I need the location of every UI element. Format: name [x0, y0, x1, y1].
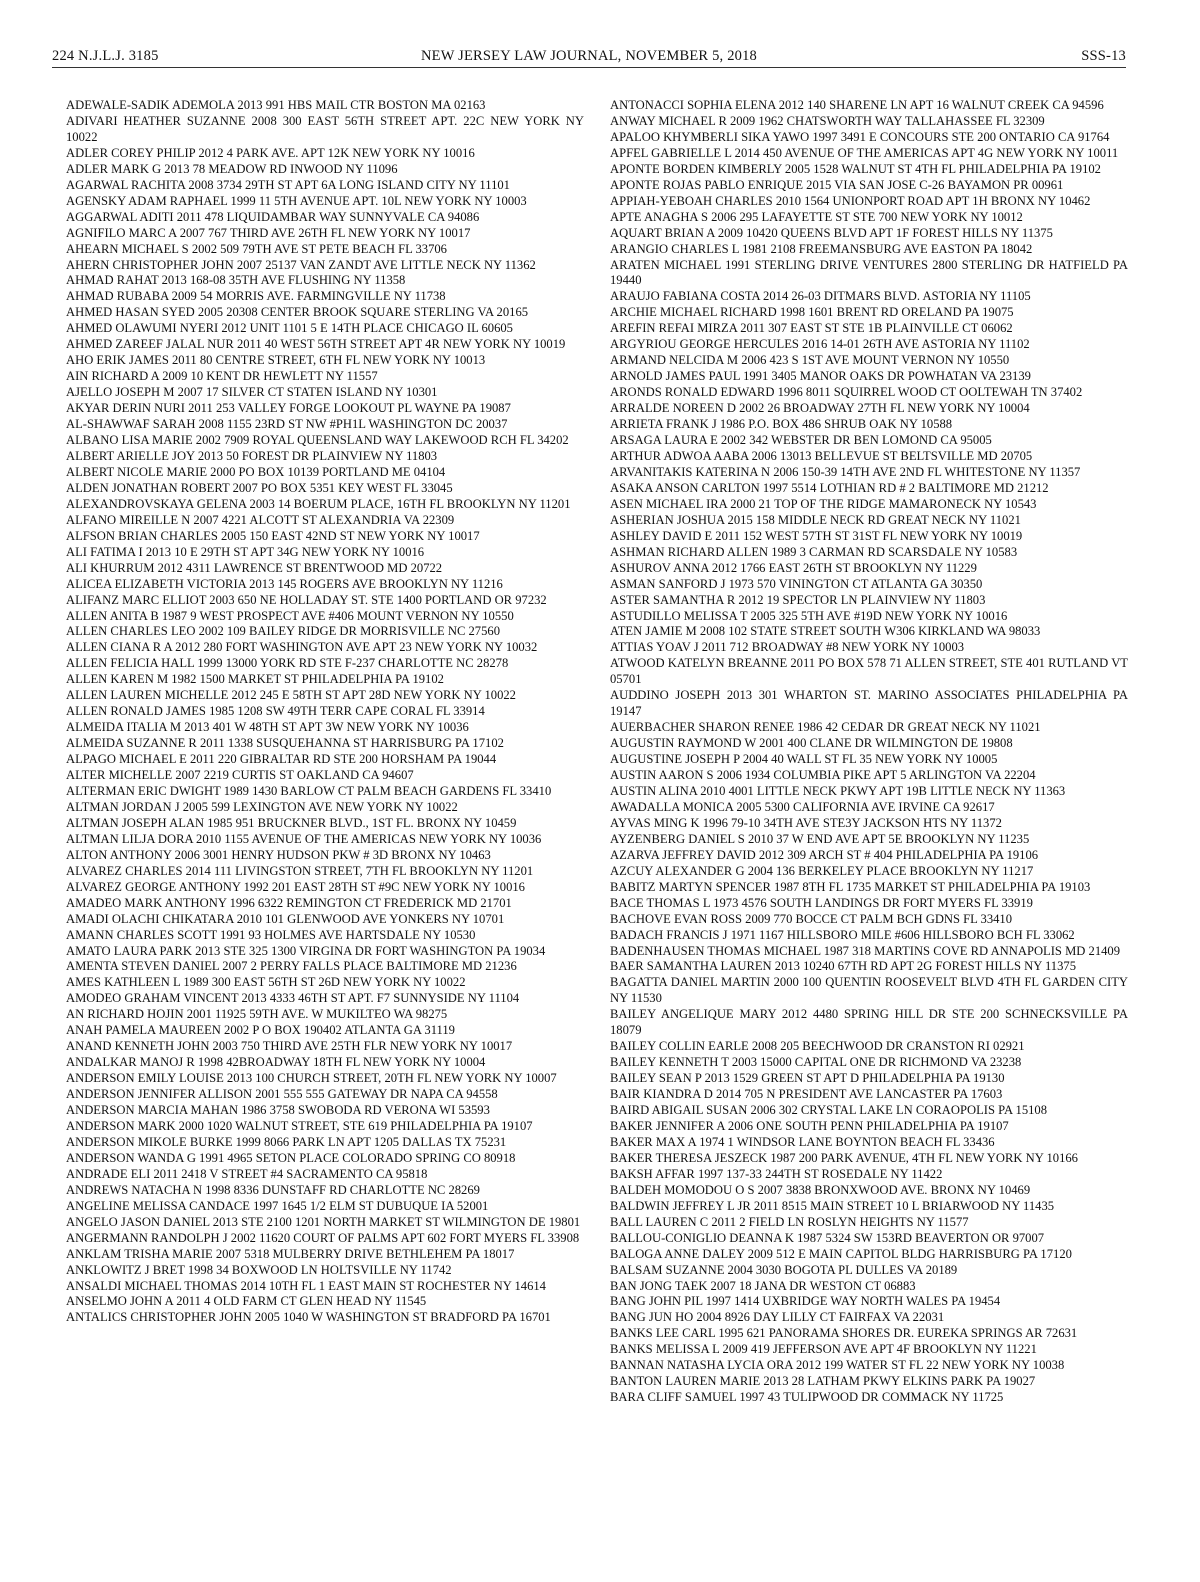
attorney-listing-entry: AMADI OLACHI CHIKATARA 2010 101 GLENWOOD AVE YONKERS NY 10701: [66, 911, 505, 926]
attorney-listing-entry: AL-SHAWWAF SARAH 2008 1155 23RD ST NW #PH1L WASHINGTON DC 20037: [66, 417, 508, 432]
attorney-listing-entry: BAKER THERESA JESZECK 1987 200 PARK AVENUE, 4TH FL NEW YORK NY 10166: [610, 1150, 1078, 1165]
attorney-listing-entry: BACE THOMAS L 1973 4576 SOUTH LANDINGS DR FORT MYERS FL 33919: [610, 895, 1033, 910]
attorney-listing-entry: BAGATTA DANIEL MARTIN 2000 100 QUENTIN ROOSEVELT BLVD 4TH FL GARDEN CITY NY 11530: [610, 975, 1128, 1006]
attorney-listing-entry: ARMAND NELCIDA M 2006 423 S 1ST AVE MOUNT VERNON NY 10550: [610, 353, 1010, 368]
attorney-listing-entry: APTE ANAGHA S 2006 295 LAFAYETTE ST STE 700 NEW YORK NY 10012: [610, 209, 1023, 224]
attorney-listing-entry: ALTON ANTHONY 2006 3001 HENRY HUDSON PKW # 3D BRONX NY 10463: [66, 847, 491, 862]
attorney-listing-entry: AIN RICHARD A 2009 10 KENT DR HEWLETT NY 11557: [66, 369, 378, 384]
attorney-listing-entry: AMATO LAURA PARK 2013 STE 325 1300 VIRGINA DR FORT WASHINGTON PA 19034: [66, 943, 546, 958]
attorney-listing-entry: ASAKA ANSON CARLTON 1997 5514 LOTHIAN RD # 2 BALTIMORE MD 21212: [610, 480, 1049, 495]
attorney-listing-entry: AHMED HASAN SYED 2005 20308 CENTER BROOK SQUARE STERLING VA 20165: [66, 305, 529, 320]
attorney-listing-entry: ALVAREZ GEORGE ANTHONY 1992 201 EAST 28TH ST #9C NEW YORK NY 10016: [66, 879, 525, 894]
attorney-listing-entry: BAILEY ANGELIQUE MARY 2012 4480 SPRING HILL DR STE 200 SCHNECKSVILLE PA 18079: [610, 1007, 1128, 1038]
attorney-listing-entry: AUGUSTINE JOSEPH P 2004 40 WALL ST FL 35 NEW YORK NY 10005: [610, 752, 998, 767]
attorney-listing-entry: AMENTA STEVEN DANIEL 2007 2 PERRY FALLS PLACE BALTIMORE MD 21236: [66, 959, 517, 974]
attorney-listing-entry: ANDERSON WANDA G 1991 4965 SETON PLACE COLORADO SPRING CO 80918: [66, 1150, 516, 1165]
attorney-listing-entry: ALPAGO MICHAEL E 2011 220 GIBRALTAR RD STE 200 HORSHAM PA 19044: [66, 752, 497, 767]
attorney-listing-entry: AGARWAL RACHITA 2008 3734 29TH ST APT 6A LONG ISLAND CITY NY 11101: [66, 177, 510, 192]
attorney-listing-entry: AGENSKY ADAM RAPHAEL 1999 11 5TH AVENUE APT. 10L NEW YORK NY 10003: [66, 193, 527, 208]
attorney-listing-entry: AHMED ZAREEF JALAL NUR 2011 40 WEST 56TH STREET APT 4R NEW YORK NY 10019: [66, 337, 566, 352]
attorney-listing-entry: BAILEY COLLIN EARLE 2008 205 BEECHWOOD DR CRANSTON RI 02921: [610, 1039, 1025, 1054]
attorney-listing-entry: AUERBACHER SHARON RENEE 1986 42 CEDAR DR GREAT NECK NY 11021: [610, 720, 1041, 735]
attorney-listing-entry: AHMAD RUBABA 2009 54 MORRIS AVE. FARMINGVILLE NY 11738: [66, 289, 446, 304]
attorney-listing-entry: ANDERSON JENNIFER ALLISON 2001 555 555 GATEWAY DR NAPA CA 94558: [66, 1087, 498, 1102]
attorney-listing-entry: ALLEN CIANA R A 2012 280 FORT WASHINGTON AVE APT 23 NEW YORK NY 10032: [66, 640, 538, 655]
attorney-listing-entry: ARRIETA FRANK J 1986 P.O. BOX 486 SHRUB OAK NY 10588: [610, 417, 953, 432]
attorney-listing-entry: ALTMAN JOSEPH ALAN 1985 951 BRUCKNER BLVD., 1ST FL. BRONX NY 10459: [66, 815, 517, 830]
attorney-listing-entry: BAKER JENNIFER A 2006 ONE SOUTH PENN PHILADELPHIA PA 19107: [610, 1119, 1009, 1133]
attorney-listing-entry: AUSTIN ALINA 2010 4001 LITTLE NECK PKWY APT 19B LITTLE NECK NY 11363: [610, 783, 1066, 798]
attorney-listing-entry: ANSELMO JOHN A 2011 4 OLD FARM CT GLEN HEAD NY 11545: [66, 1294, 427, 1309]
attorney-listing-entry: ASHMAN RICHARD ALLEN 1989 3 CARMAN RD SCARSDALE NY 10583: [610, 544, 1018, 559]
attorney-listing-entry: ALLEN FELICIA HALL 1999 13000 YORK RD STE F-237 CHARLOTTE NC 28278: [66, 656, 509, 671]
attorney-listing-entry: ADEWALE-SADIK ADEMOLA 2013 991 HBS MAIL CTR BOSTON MA 02163: [66, 98, 486, 112]
header-page-number: SSS-13: [1081, 48, 1126, 64]
attorney-listing-entry: APONTE ROJAS PABLO ENRIQUE 2015 VIA SAN JOSE C-26 BAYAMON PR 00961: [610, 177, 1064, 192]
attorney-listing-entry: BANKS LEE CARL 1995 621 PANORAMA SHORES DR. EUREKA SPRINGS AR 72631: [610, 1326, 1078, 1341]
attorney-listing-entry: BANG JOHN PIL 1997 1414 UXBRIDGE WAY NORTH WALES PA 19454: [610, 1294, 1001, 1309]
attorney-listing-entry: ATWOOD KATELYN BREANNE 2011 PO BOX 578 71 ALLEN STREET, STE 401 RUTLAND VT 05701: [610, 656, 1128, 687]
attorney-listing-entry: BARA CLIFF SAMUEL 1997 43 TULIPWOOD DR COMMACK NY 11725: [610, 1390, 1004, 1405]
attorney-listing-entry: BALOGA ANNE DALEY 2009 512 E MAIN CAPITOL BLDG HARRISBURG PA 17120: [610, 1246, 1072, 1261]
attorney-listing-entry: ALDEN JONATHAN ROBERT 2007 PO BOX 5351 KEY WEST FL 33045: [66, 480, 453, 495]
attorney-listing-entry: ALTMAN LILJA DORA 2010 1155 AVENUE OF THE AMERICAS NEW YORK NY 10036: [66, 831, 542, 846]
attorney-listing-entry: ALBANO LISA MARIE 2002 7909 ROYAL QUEENSLAND WAY LAKEWOOD RCH FL 34202: [66, 433, 569, 448]
attorney-listing-entry: ATTIAS YOAV J 2011 712 BROADWAY #8 NEW YORK NY 10003: [610, 640, 965, 655]
attorney-listing-entry: APALOO KHYMBERLI SIKA YAWO 1997 3491 E CONCOURS STE 200 ONTARIO CA 91764: [610, 129, 1110, 144]
attorney-listing-entry: AGGARWAL ADITI 2011 478 LIQUIDAMBAR WAY SUNNYVALE CA 94086: [66, 209, 480, 224]
attorney-listing-entry: ALI FATIMA I 2013 10 E 29TH ST APT 34G NEW YORK NY 10016: [66, 544, 425, 559]
attorney-listing-entry: ALFSON BRIAN CHARLES 2005 150 EAST 42ND ST NEW YORK NY 10017: [66, 528, 480, 543]
attorney-listing-entry: ARGYRIOU GEORGE HERCULES 2016 14-01 26TH AVE ASTORIA NY 11102: [610, 337, 1030, 352]
attorney-listing-entry: ALEXANDROVSKAYA GELENA 2003 14 BOERUM PLACE, 16TH FL BROOKLYN NY 11201: [66, 496, 571, 511]
attorney-listing-entry: BAILEY SEAN P 2013 1529 GREEN ST APT D PHILADELPHIA PA 19130: [610, 1071, 1005, 1086]
attorney-listing-entry: BALLOU-CONIGLIO DEANNA K 1987 5324 SW 153RD BEAVERTON OR 97007: [610, 1230, 1045, 1245]
attorney-listing-entry: ATEN JAMIE M 2008 102 STATE STREET SOUTH W306 KIRKLAND WA 98033: [610, 624, 1041, 639]
attorney-listing-entry: ANGELINE MELISSA CANDACE 1997 1645 1/2 ELM ST DUBUQUE IA 52001: [66, 1198, 489, 1213]
attorney-listing-entry: AHMED OLAWUMI NYERI 2012 UNIT 1101 5 E 14TH PLACE CHICAGO IL 60605: [66, 321, 513, 336]
attorney-listing-entry: BACHOVE EVAN ROSS 2009 770 BOCCE CT PALM BCH GDNS FL 33410: [610, 911, 1013, 926]
page: [52, 44, 1128, 1405]
attorney-listing-entry: BAKER MAX A 1974 1 WINDSOR LANE BOYNTON BEACH FL 33436: [610, 1134, 995, 1149]
attorney-listing-entry: AWADALLA MONICA 2005 5300 CALIFORNIA AVE IRVINE CA 92617: [610, 799, 995, 814]
attorney-listing-entry: ALICEA ELIZABETH VICTORIA 2013 145 ROGERS AVE BROOKLYN NY 11216: [66, 576, 503, 591]
attorney-listing-entry: ALTER MICHELLE 2007 2219 CURTIS ST OAKLAND CA 94607: [66, 768, 414, 783]
attorney-listing-entry: BAILEY KENNETH T 2003 15000 CAPITAL ONE DR RICHMOND VA 23238: [610, 1055, 1022, 1070]
attorney-listing-entry: ALLEN LAUREN MICHELLE 2012 245 E 58TH ST APT 28D NEW YORK NY 10022: [66, 688, 516, 703]
attorney-listing-entry: ASHERIAN JOSHUA 2015 158 MIDDLE NECK RD GREAT NECK NY 11021: [610, 512, 1021, 527]
attorney-listing-entry: AMADEO MARK ANTHONY 1996 6322 REMINGTON CT FREDERICK MD 21701: [66, 895, 512, 910]
attorney-listing-entry: ANAH PAMELA MAUREEN 2002 P O BOX 190402 ATLANTA GA 31119: [66, 1023, 455, 1038]
attorney-listing-entry: AREFIN REFAI MIRZA 2011 307 EAST ST STE 1B PLAINVILLE CT 06062: [610, 321, 1013, 336]
attorney-listing-entry: BALL LAUREN C 2011 2 FIELD LN ROSLYN HEIGHTS NY 11577: [610, 1214, 969, 1229]
attorney-listing-entry: AUSTIN AARON S 2006 1934 COLUMBIA PIKE APT 5 ARLINGTON VA 22204: [610, 768, 1036, 783]
attorney-listing-entry: ANDERSON EMILY LOUISE 2013 100 CHURCH STREET, 20TH FL NEW YORK NY 10007: [66, 1071, 557, 1086]
attorney-listing-entry: ANWAY MICHAEL R 2009 1962 CHATSWORTH WAY TALLAHASSEE FL 32309: [610, 113, 1045, 128]
attorney-listing-entry: BAIRD ABIGAIL SUSAN 2006 302 CRYSTAL LAKE LN CORAOPOLIS PA 15108: [610, 1103, 1048, 1118]
left-column: [66, 98, 584, 1326]
attorney-listing-entry: ASHUROV ANNA 2012 1766 EAST 26TH ST BROOKLYN NY 11229: [610, 560, 977, 575]
attorney-listing-entry: ASMAN SANFORD J 1973 570 VININGTON CT ATLANTA GA 30350: [610, 576, 983, 591]
attorney-listing-entry: ASTER SAMANTHA R 2012 19 SPECTOR LN PLAINVIEW NY 11803: [610, 592, 986, 607]
attorney-listing-entry: AKYAR DERIN NURI 2011 253 VALLEY FORGE LOOKOUT PL WAYNE PA 19087: [66, 401, 511, 416]
attorney-listing-entry: AUGUSTIN RAYMOND W 2001 400 CLANE DR WILMINGTON DE 19808: [610, 736, 1013, 751]
attorney-listing-entry: ANTALICS CHRISTOPHER JOHN 2005 1040 W WASHINGTON ST BRADFORD PA 16701: [66, 1310, 551, 1325]
attorney-listing-entry: BADACH FRANCIS J 1971 1167 HILLSBORO MILE #606 HILLSBORO BCH FL 33062: [610, 927, 1075, 942]
attorney-listing-entry: BALSAM SUZANNE 2004 3030 BOGOTA PL DULLES VA 20189: [610, 1262, 958, 1277]
page-header: [52, 44, 1126, 66]
attorney-listing-entry: ALLEN ANITA B 1987 9 WEST PROSPECT AVE #406 MOUNT VERNON NY 10550: [66, 608, 514, 623]
attorney-listing-entry: ANDERSON MARCIA MAHAN 1986 3758 SWOBODA RD VERONA WI 53593: [66, 1103, 490, 1118]
attorney-listing-entry: APONTE BORDEN KIMBERLY 2005 1528 WALNUT ST 4TH FL PHILADELPHIA PA 19102: [610, 161, 1101, 176]
attorney-listing-entry: ADLER MARK G 2013 78 MEADOW RD INWOOD NY 11096: [66, 161, 398, 176]
attorney-listing-entry: BAER SAMANTHA LAUREN 2013 10240 67TH RD APT 2G FOREST HILLS NY 11375: [610, 959, 1076, 974]
attorney-listing-entry: BANG JUN HO 2004 8926 DAY LILLY CT FAIRFAX VA 22031: [610, 1310, 945, 1325]
attorney-listing-entry: AHMAD RAHAT 2013 168-08 35TH AVE FLUSHING NY 11358: [66, 273, 406, 288]
attorney-listing-entry: BALDWIN JEFFREY L JR 2011 8515 MAIN STREET 10 L BRIARWOOD NY 11435: [610, 1198, 1055, 1213]
attorney-listing-entry: ARANGIO CHARLES L 1981 2108 FREEMANSBURG AVE EASTON PA 18042: [610, 241, 1033, 256]
attorney-listing-entry: ALLEN KAREN M 1982 1500 MARKET ST PHILADELPHIA PA 19102: [66, 672, 444, 687]
attorney-listing-entry: AUDDINO JOSEPH 2013 301 WHARTON ST. MARINO ASSOCIATES PHILADELPHIA PA 19147: [610, 688, 1128, 719]
attorney-listing-entry: ANDERSON MARK 2000 1020 WALNUT STREET, STE 619 PHILADELPHIA PA 19107: [66, 1119, 533, 1133]
attorney-listing-entry: BADENHAUSEN THOMAS MICHAEL 1987 318 MARTINS COVE RD ANNAPOLIS MD 21409: [610, 943, 1121, 958]
attorney-listing-entry: ARTHUR ADWOA AABA 2006 13013 BELLEVUE ST BELTSVILLE MD 20705: [610, 448, 1033, 463]
attorney-listing-entry: AMODEO GRAHAM VINCENT 2013 4333 46TH ST APT. F7 SUNNYSIDE NY 11104: [66, 991, 520, 1006]
attorney-listing-entry: BAIR KIANDRA D 2014 705 N PRESIDENT AVE LANCASTER PA 17603: [610, 1087, 1003, 1102]
attorney-listing-entry: ALVAREZ CHARLES 2014 111 LIVINGSTON STREET, 7TH FL BROOKLYN NY 11201: [66, 863, 534, 878]
attorney-listing-entry: ARNOLD JAMES PAUL 1991 3405 MANOR OAKS DR POWHATAN VA 23139: [610, 369, 1031, 384]
attorney-listing-entry: ANKLOWITZ J BRET 1998 34 BOXWOOD LN HOLTSVILLE NY 11742: [66, 1262, 452, 1277]
attorney-listing-entry: ALTERMAN ERIC DWIGHT 1989 1430 BARLOW CT PALM BEACH GARDENS FL 33410: [66, 783, 552, 798]
attorney-listing-entry: AMANN CHARLES SCOTT 1991 93 HOLMES AVE HARTSDALE NY 10530: [66, 927, 476, 942]
attorney-listing-entry: AQUART BRIAN A 2009 10420 QUEENS BLVD APT 1F FOREST HILLS NY 11375: [610, 225, 1053, 240]
attorney-listing-entry: ALFANO MIREILLE N 2007 4221 ALCOTT ST ALEXANDRIA VA 22309: [66, 512, 455, 527]
attorney-listing-entry: AYVAS MING K 1996 79-10 34TH AVE STE3Y JACKSON HTS NY 11372: [610, 815, 1002, 830]
attorney-listing-entry: ANDRADE ELI 2011 2418 V STREET #4 SACRAMENTO CA 95818: [66, 1166, 428, 1181]
attorney-listing-entry: AHO ERIK JAMES 2011 80 CENTRE STREET, 6TH FL NEW YORK NY 10013: [66, 353, 486, 368]
attorney-listing-entry: ANDALKAR MANOJ R 1998 42BROADWAY 18TH FL NEW YORK NY 10004: [66, 1055, 486, 1070]
attorney-listing-entry: AZARVA JEFFREY DAVID 2012 309 ARCH ST # 404 PHILADELPHIA PA 19106: [610, 847, 1039, 862]
attorney-listing-entry: ALIFANZ MARC ELLIOT 2003 650 NE HOLLADAY ST. STE 1400 PORTLAND OR 97232: [66, 592, 547, 607]
attorney-listing-entry: ALMEIDA ITALIA M 2013 401 W 48TH ST APT 3W NEW YORK NY 10036: [66, 720, 469, 735]
header-publication-title: NEW JERSEY LAW JOURNAL, NOVEMBER 5, 2018: [420, 48, 758, 64]
attorney-listing-entry: ADIVARI HEATHER SUZANNE 2008 300 EAST 56TH STREET APT. 22C NEW YORK NY 10022: [66, 113, 584, 144]
attorney-listing-entry: AJELLO JOSEPH M 2007 17 SILVER CT STATEN ISLAND NY 10301: [66, 385, 438, 400]
attorney-listing-entry: ALBERT ARIELLE JOY 2013 50 FOREST DR PLAINVIEW NY 11803: [66, 448, 438, 463]
attorney-listing-entry: ASHLEY DAVID E 2011 152 WEST 57TH ST 31ST FL NEW YORK NY 10019: [610, 528, 1023, 543]
attorney-listing-entry: AMES KATHLEEN L 1989 300 EAST 56TH ST 26D NEW YORK NY 10022: [66, 975, 466, 990]
attorney-listing-entry: ANDREWS NATACHA N 1998 8336 DUNSTAFF RD CHARLOTTE NC 28269: [66, 1182, 480, 1197]
attorney-listing-entry: ANGERMANN RANDOLPH J 2002 11620 COURT OF PALMS APT 602 FORT MYERS FL 33908: [66, 1230, 580, 1245]
attorney-listing-entry: ANAND KENNETH JOHN 2003 750 THIRD AVE 25TH FLR NEW YORK NY 10017: [66, 1039, 513, 1054]
attorney-listing-entry: ANGELO JASON DANIEL 2013 STE 2100 1201 NORTH MARKET ST WILMINGTON DE 19801: [66, 1214, 581, 1229]
attorney-listing-entry: ALLEN CHARLES LEO 2002 109 BAILEY RIDGE DR MORRISVILLE NC 27560: [66, 624, 500, 639]
attorney-listing-entry: BAN JONG TAEK 2007 18 JANA DR WESTON CT 06883: [610, 1278, 916, 1293]
attorney-listing-entry: ANTONACCI SOPHIA ELENA 2012 140 SHARENE LN APT 16 WALNUT CREEK CA 94596: [610, 98, 1104, 112]
attorney-listing-entry: AGNIFILO MARC A 2007 767 THIRD AVE 26TH FL NEW YORK NY 10017: [66, 225, 471, 240]
attorney-listing-entry: ARVANITAKIS KATERINA N 2006 150-39 14TH AVE 2ND FL WHITESTONE NY 11357: [610, 464, 1081, 479]
attorney-listing-entry: APFEL GABRIELLE L 2014 450 AVENUE OF THE AMERICAS APT 4G NEW YORK NY 10011: [610, 145, 1119, 160]
attorney-listing-entry: ANKLAM TRISHA MARIE 2007 5318 MULBERRY DRIVE BETHLEHEM PA 18017: [66, 1246, 515, 1261]
attorney-listing-entry: AHEARN MICHAEL S 2002 509 79TH AVE ST PETE BEACH FL 33706: [66, 241, 447, 256]
attorney-listing-entry: AZCUY ALEXANDER G 2004 136 BERKELEY PLACE BROOKLYN NY 11217: [610, 863, 1034, 878]
attorney-listing-entry: ARONDS RONALD EDWARD 1996 8011 SQUIRREL WOOD CT OOLTEWAH TN 37402: [610, 385, 1083, 400]
header-volume-citation: 224 N.J.L.J. 3185: [52, 48, 159, 64]
attorney-listing-entry: ALMEIDA SUZANNE R 2011 1338 SUSQUEHANNA ST HARRISBURG PA 17102: [66, 736, 504, 751]
attorney-listing-entry: ALTMAN JORDAN J 2005 599 LEXINGTON AVE NEW YORK NY 10022: [66, 799, 458, 814]
attorney-listing-entry: ANSALDI MICHAEL THOMAS 2014 10TH FL 1 EAST MAIN ST ROCHESTER NY 14614: [66, 1278, 546, 1293]
attorney-listing-entry: ASTUDILLO MELISSA T 2005 325 5TH AVE #19D NEW YORK NY 10016: [610, 608, 1008, 623]
attorney-listing-entry: ASEN MICHAEL IRA 2000 21 TOP OF THE RIDGE MAMARONECK NY 10543: [610, 496, 1037, 511]
attorney-listing-entry: ADLER COREY PHILIP 2012 4 PARK AVE. APT 12K NEW YORK NY 10016: [66, 145, 475, 160]
header-rule: [52, 67, 1126, 68]
attorney-listing-entry: ARRALDE NOREEN D 2002 26 BROADWAY 27TH FL NEW YORK NY 10004: [610, 401, 1030, 416]
attorney-listing-entry: AN RICHARD HOJIN 2001 11925 59TH AVE. W MUKILTEO WA 98275: [66, 1007, 448, 1022]
attorney-listing-entry: BANTON LAUREN MARIE 2013 28 LATHAM PKWY ELKINS PARK PA 19027: [610, 1374, 1036, 1389]
attorney-listing-entry: ALLEN RONALD JAMES 1985 1208 SW 49TH TERR CAPE CORAL FL 33914: [66, 704, 485, 719]
attorney-listing-entry: BAKSH AFFAR 1997 137-33 244TH ST ROSEDALE NY 11422: [610, 1166, 943, 1181]
attorney-listing-entry: APPIAH-YEBOAH CHARLES 2010 1564 UNIONPORT ROAD APT 1H BRONX NY 10462: [610, 193, 1091, 208]
attorney-listing-entry: ARSAGA LAURA E 2002 342 WEBSTER DR BEN LOMOND CA 95005: [610, 433, 992, 448]
attorney-listing-entry: AYZENBERG DANIEL S 2010 37 W END AVE APT 5E BROOKLYN NY 11235: [610, 831, 1030, 846]
attorney-listing-entry: BABITZ MARTYN SPENCER 1987 8TH FL 1735 MARKET ST PHILADELPHIA PA 19103: [610, 879, 1091, 894]
attorney-listing-entry: BANNAN NATASHA LYCIA ORA 2012 199 WATER ST FL 22 NEW YORK NY 10038: [610, 1358, 1065, 1373]
attorney-listing-entry: AHERN CHRISTOPHER JOHN 2007 25137 VAN ZANDT AVE LITTLE NECK NY 11362: [66, 257, 536, 272]
attorney-listing-entry: ALBERT NICOLE MARIE 2000 PO BOX 10139 PORTLAND ME 04104: [66, 464, 446, 479]
attorney-listing-entry: BANKS MELISSA L 2009 419 JEFFERSON AVE APT 4F BROOKLYN NY 11221: [610, 1342, 1037, 1357]
attorney-listing-entry: ALI KHURRUM 2012 4311 LAWRENCE ST BRENTWOOD MD 20722: [66, 560, 443, 575]
right-column: [610, 98, 1128, 1406]
attorney-listing-entry: BALDEH MOMODOU O S 2007 3838 BRONXWOOD AVE. BRONX NY 10469: [610, 1182, 1031, 1197]
attorney-listing-entry: ARATEN MICHAEL 1991 STERLING DRIVE VENTURES 2800 STERLING DR HATFIELD PA 19440: [610, 257, 1128, 288]
attorney-listing-entry: ARCHIE MICHAEL RICHARD 1998 1601 BRENT RD ORELAND PA 19075: [610, 305, 1014, 320]
attorney-listing-entry: ANDERSON MIKOLE BURKE 1999 8066 PARK LN APT 1205 DALLAS TX 75231: [66, 1134, 507, 1149]
attorney-listing-entry: ARAUJO FABIANA COSTA 2014 26-03 DITMARS BLVD. ASTORIA NY 11105: [610, 289, 1031, 304]
